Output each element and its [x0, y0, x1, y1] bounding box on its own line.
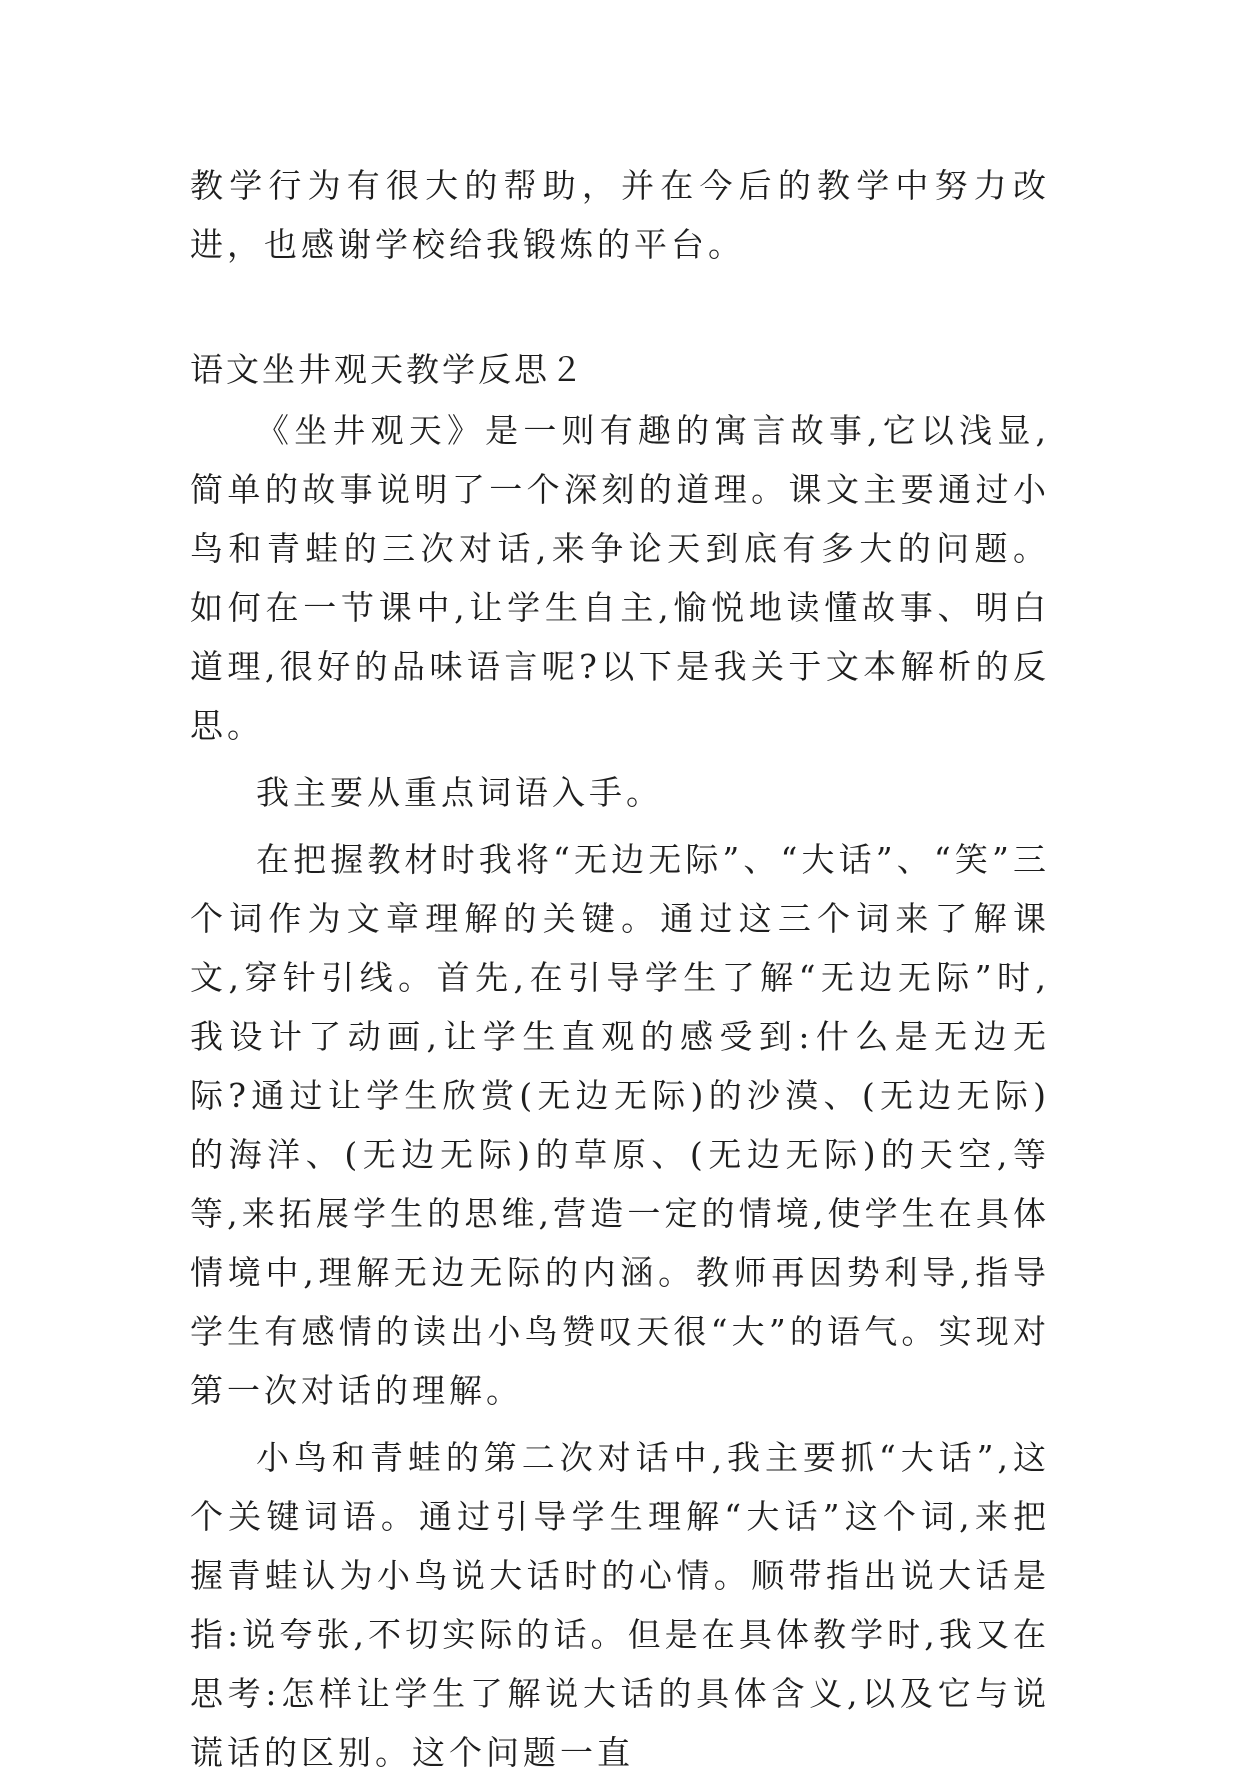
continuation-paragraph: 教学行为有很大的帮助，并在今后的教学中努力改进，也感谢学校给我锻炼的平台。 — [190, 166, 1050, 264]
body-paragraph-3: 在把握教材时我将“无边无际”、“大话”、“笑”三个词作为文章理解的关键。通过这三个词来了解课文,穿针引线。首先,在引导学生了解“无边无际”时,我设计了动画,让学生直观的感受到:什么是无边无际?通过让学生欣赏(无边无际)的沙漠、(无边无际)的海洋、(无边无际)的草原、(无边无际)的天空,等等,来拓展学生的思维,营造一定的情境,使学生在具体情境中,理解无边无际的内涵。教师再因势利导,指导学生有感情的读出小鸟赞叹天很“大”的语气。实现对第一次对话的理解。 — [190, 840, 1050, 1410]
body-paragraph-1: 《坐井观天》是一则有趣的寓言故事,它以浅显,简单的故事说明了一个深刻的道理。课文主要通过小鸟和青蛙的三次对话,来争论天到底有多大的问题。如何在一节课中,让学生自主,愉悦地读懂故事、明白道理,很好的品味语言呢?以下是我关于文本解析的反思。 — [190, 411, 1050, 745]
section-title: 语文坐井观天教学反思２ — [190, 350, 586, 389]
body-paragraph-2: 我主要从重点词语入手。 — [256, 773, 663, 812]
body-paragraph-4: 小鸟和青蛙的第二次对话中,我主要抓“大话”,这个关键词语。通过引导学生理解“大话”这个词,来把握青蛙认为小鸟说大话时的心情。顺带指出说大话是指:说夸张,不切实际的话。但是在具体教学时,我又在思考:怎样让学生了解说大话的具体含义,以及它与说谎话的区别。这个问题一直 — [190, 1438, 1050, 1772]
reflection-section — [190, 340, 1050, 1782]
previous-section-ending — [190, 156, 1050, 274]
